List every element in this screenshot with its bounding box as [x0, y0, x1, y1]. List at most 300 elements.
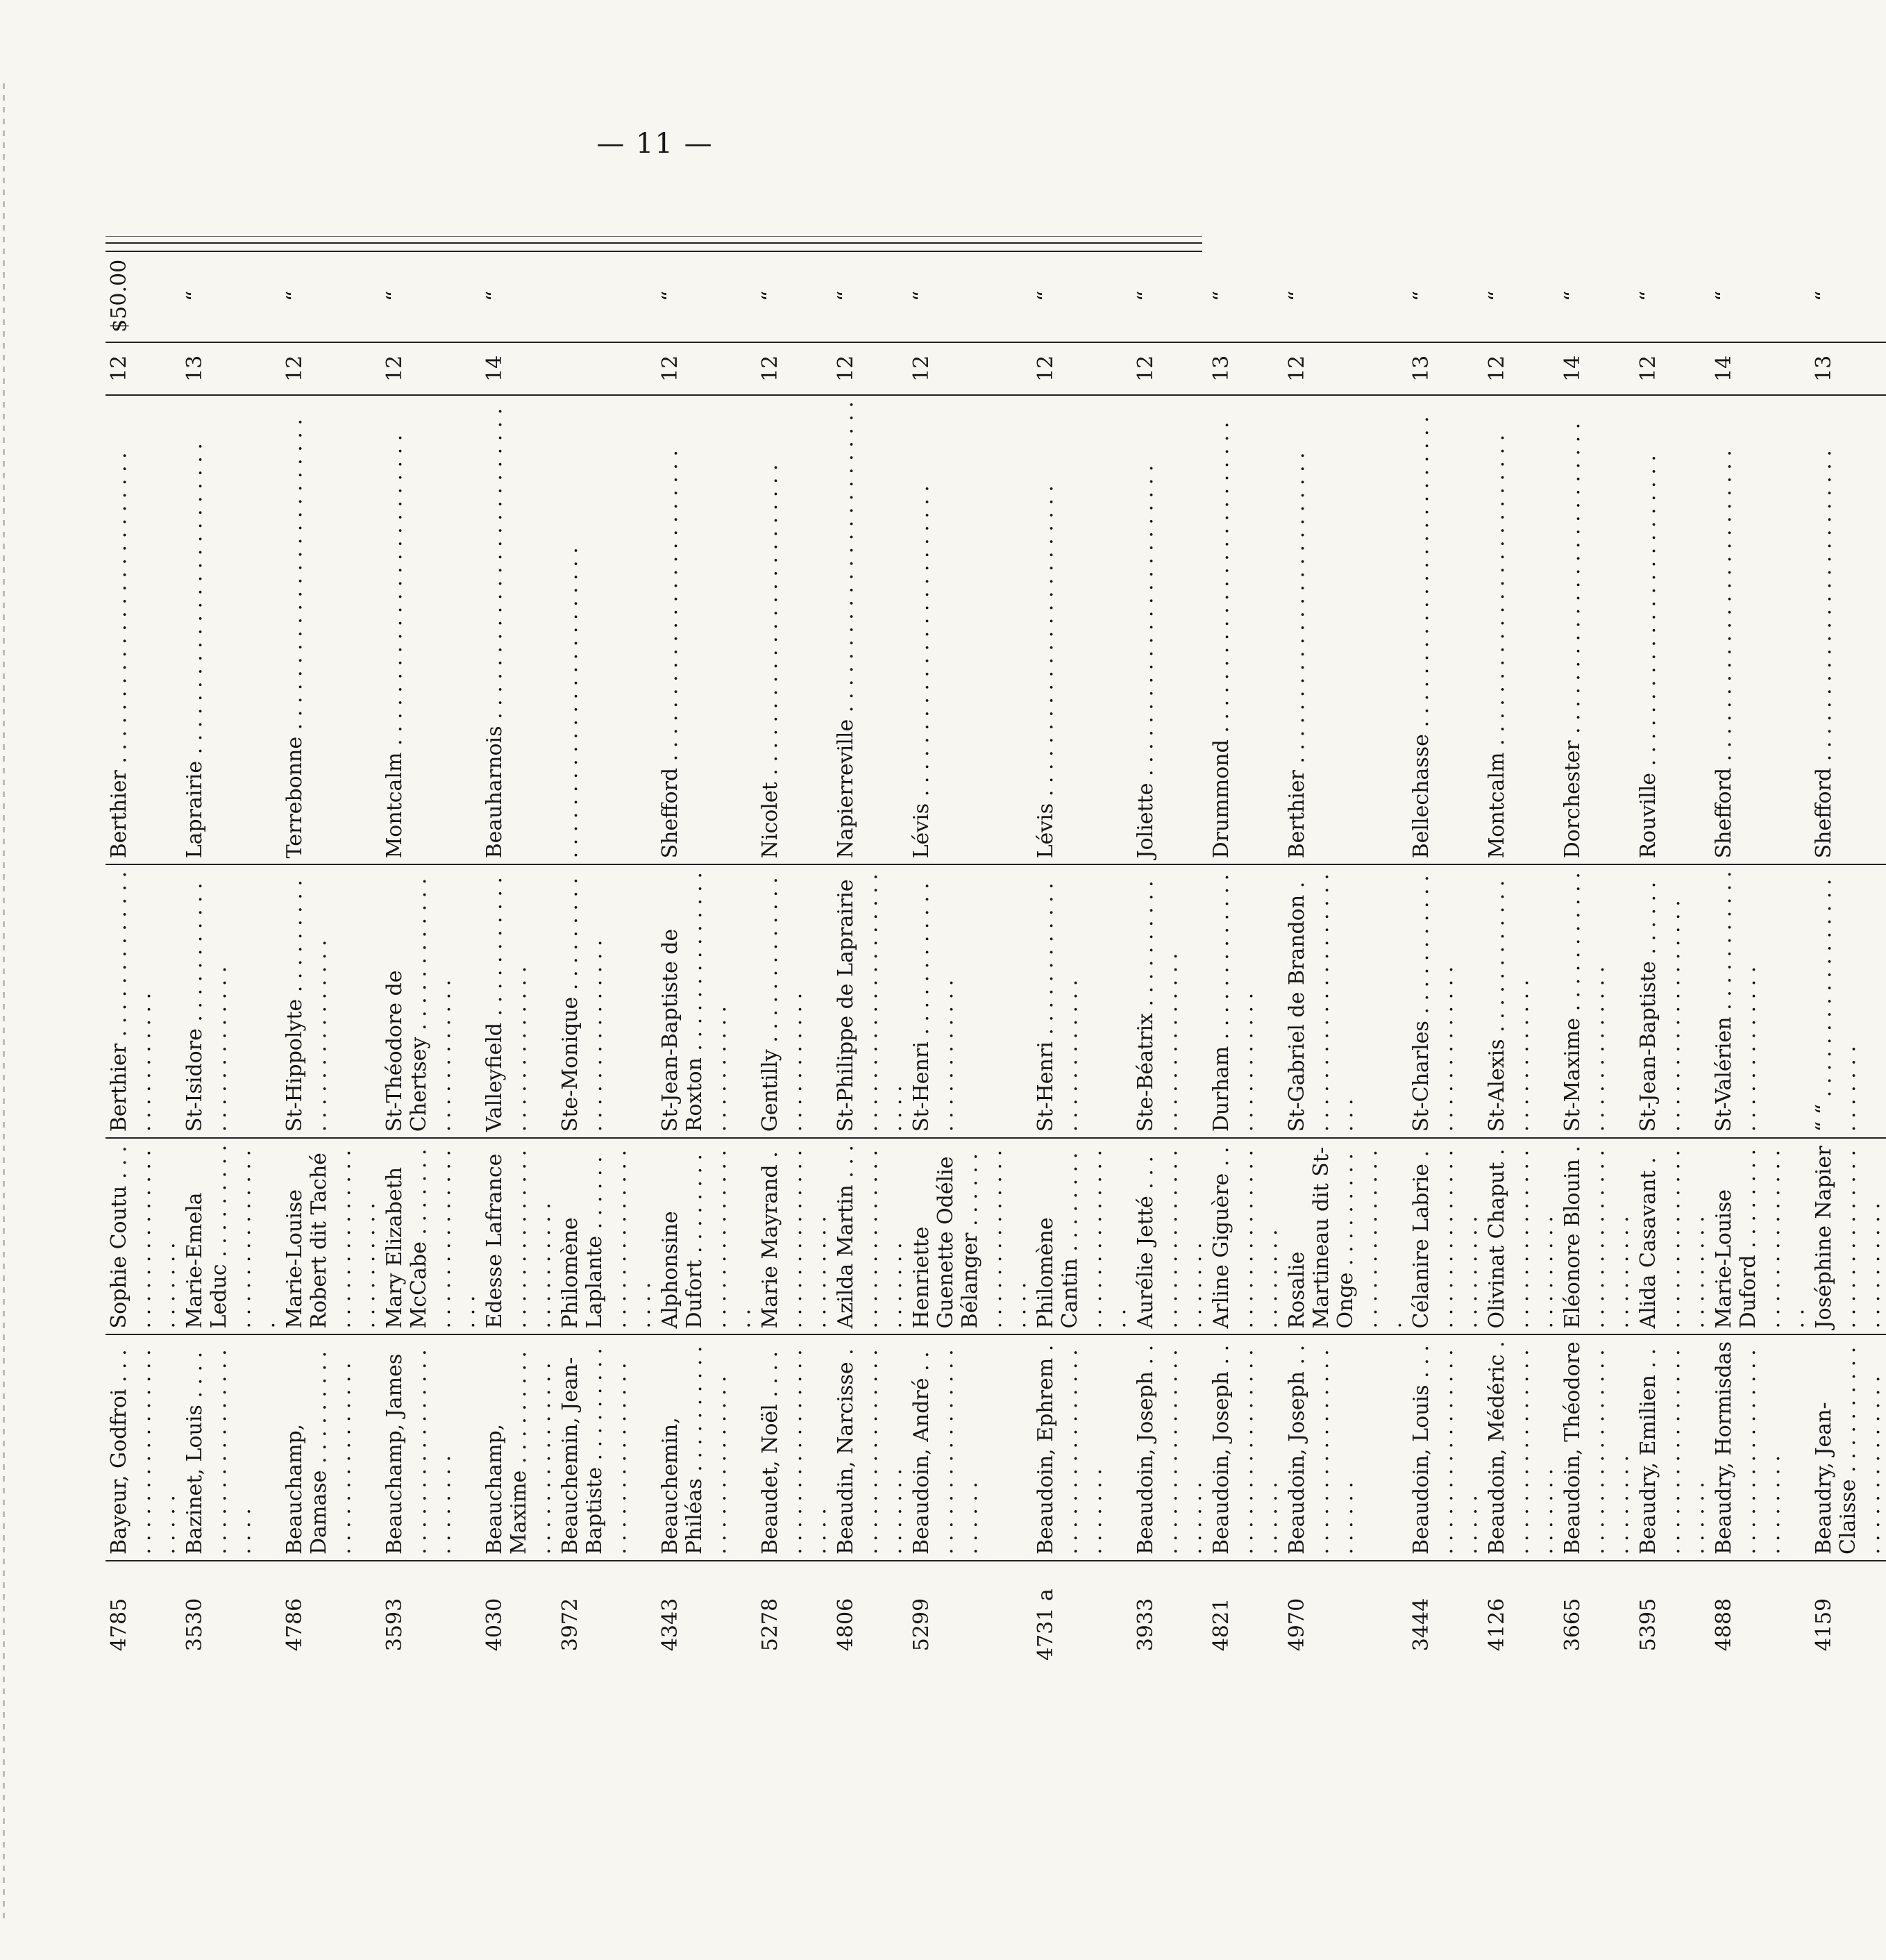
wife-text: Mary Elizabeth McCabe . . . [382, 1144, 480, 1328]
cell-num [106, 1561, 181, 1681]
county-text: Dorchester . . . [1560, 401, 1585, 858]
name-text: Beaudoin, Ephrem . . . [1034, 1341, 1106, 1555]
county-text: Lévis . . . [1034, 401, 1058, 858]
parish-text: St-Henri . . . [909, 871, 958, 1132]
cell-age [832, 342, 908, 395]
wife-text: Henriette Guenette Odélie Bélanger . . . [909, 1144, 1031, 1328]
cell-num [657, 1561, 757, 1681]
table-row [757, 251, 832, 1681]
amount-text: “ [1409, 290, 1433, 301]
county-text: Montcalm . . . [1485, 401, 1509, 858]
county-text: Laprairie . . . [183, 401, 207, 858]
age-text: 12 [1134, 355, 1158, 382]
cell-amount [1559, 251, 1635, 342]
wife-text: Sophie Coutu . . . [107, 1144, 180, 1328]
cell-county [908, 395, 1032, 864]
wife-text: Philomène Cantin . . . [1034, 1144, 1131, 1328]
cell-age [1283, 342, 1408, 395]
cell-name [1635, 1334, 1710, 1561]
num-text: 5299 [909, 1598, 934, 1652]
rotated-table-container [106, 101, 1860, 1698]
table-row [1408, 251, 1483, 1681]
page-number: — 11 — [596, 128, 714, 160]
amount-text: “ [834, 290, 858, 301]
cell-wife [1032, 1138, 1132, 1334]
name-text: Beaudet, Noël . . . [758, 1341, 831, 1555]
cell-county [757, 395, 832, 864]
age-text: 12 [1285, 355, 1309, 382]
cell-wife [908, 1138, 1032, 1334]
table-row [281, 251, 381, 1681]
table-row [1810, 251, 1886, 1681]
wife-text: Marie-Louise Duford . . . [1712, 1144, 1809, 1328]
county-text: Beauharnois . . . [482, 401, 507, 858]
county-text: Napierreville . . . [834, 401, 858, 858]
table-row [1032, 251, 1132, 1681]
cell-wife [381, 1138, 481, 1334]
wife-text: Azilda Martin . . . [834, 1144, 907, 1328]
cell-amount [657, 251, 757, 342]
cell-num [832, 1561, 908, 1681]
num-text: 5395 [1636, 1598, 1660, 1652]
cell-name [1283, 1334, 1408, 1561]
name-text: Beaudoin, Médéric . . . [1485, 1341, 1558, 1555]
num-text: 3972 [558, 1598, 582, 1652]
cell-age [908, 342, 1032, 395]
parish-text: Ste-Monique . . . [558, 871, 607, 1132]
cell-amount [757, 251, 832, 342]
cell-wife [281, 1138, 381, 1334]
cell-age [181, 342, 281, 395]
wife-text: Alphonsine Dufort . . . [658, 1144, 755, 1328]
cell-parish [181, 864, 281, 1138]
amount-text: “ [382, 290, 407, 301]
num-text: 4731 a [1034, 1589, 1058, 1661]
table-row [908, 251, 1032, 1681]
cell-num [1283, 1561, 1408, 1681]
num-text: 4970 [1285, 1598, 1309, 1652]
cell-name [757, 1334, 832, 1561]
age-text: 14 [1560, 355, 1585, 382]
num-text: 3530 [183, 1598, 207, 1652]
cell-amount [557, 251, 657, 342]
cell-parish [1635, 864, 1710, 1138]
cell-amount [381, 251, 481, 342]
age-text: 12 [107, 355, 131, 382]
wife-text: Eléonore Blouin . . . [1560, 1144, 1633, 1328]
name-text: Beauchamp, Damase . . . [283, 1341, 355, 1555]
cell-wife [481, 1138, 557, 1334]
cell-name [1810, 1334, 1886, 1561]
cell-parish [381, 864, 481, 1138]
wife-text: Arline Giguère . . . [1209, 1144, 1282, 1328]
cell-num [181, 1561, 281, 1681]
parish-text: Valleyfield . . . [482, 871, 531, 1132]
cell-wife [657, 1138, 757, 1334]
rule-line [106, 236, 1202, 237]
name-text: Beaudoin, André . . . [909, 1341, 982, 1555]
cell-amount [481, 251, 557, 342]
cell-num [381, 1561, 481, 1681]
cell-amount [908, 251, 1032, 342]
num-text: 3444 [1409, 1598, 1433, 1652]
name-text: Beaudoin, Théodore . . . [1560, 1341, 1633, 1555]
amount-text: “ [482, 290, 507, 301]
table-row [1559, 251, 1635, 1681]
cell-num [1208, 1561, 1283, 1681]
table-row [832, 251, 908, 1681]
cell-county [181, 395, 281, 864]
amount-text: $50.00 [107, 259, 131, 333]
cell-num [281, 1561, 381, 1681]
cell-age [757, 342, 832, 395]
cell-county [381, 395, 481, 864]
cell-num [908, 1561, 1032, 1681]
cell-num [1408, 1561, 1483, 1681]
wife-text: Rosalie Martineau dit St-Onge . . . [1285, 1144, 1406, 1328]
cell-age [657, 342, 757, 395]
cell-county [1559, 395, 1635, 864]
age-text: 12 [909, 355, 934, 382]
cell-wife [1408, 1138, 1483, 1334]
county-text: Rouville . . . [1636, 401, 1660, 858]
cell-county [1408, 395, 1483, 864]
cell-parish [757, 864, 832, 1138]
rule-line [106, 242, 1202, 244]
amount-text: “ [1485, 290, 1509, 301]
cell-name [1208, 1334, 1283, 1561]
age-text: 13 [1209, 355, 1234, 382]
num-text: 5278 [758, 1598, 782, 1652]
parish-text: St-Philippe de Laprairie . . . [834, 871, 907, 1132]
parish-text: St-Henri . . . [1034, 871, 1082, 1132]
cell-age [1032, 342, 1132, 395]
name-text: Beauchemin, Philéas . . . [658, 1341, 731, 1555]
cell-age [1810, 342, 1886, 395]
cell-num [1810, 1561, 1886, 1681]
wife-text: Joséphine Napier . . . [1812, 1144, 1885, 1328]
cell-parish [106, 864, 181, 1138]
name-text: Beaudoin, Joseph . . . [1285, 1341, 1358, 1555]
name-text: Beaudry, Hormisdas . . . [1712, 1341, 1785, 1555]
cell-num [1559, 1561, 1635, 1681]
cell-county [281, 395, 381, 864]
parish-text: St-Alexis . . . [1485, 871, 1533, 1132]
table-row [1635, 251, 1710, 1681]
num-text: 4126 [1485, 1598, 1509, 1652]
name-text: Beaudoin, Louis . . . [1409, 1341, 1482, 1555]
cell-name [1408, 1334, 1483, 1561]
cell-county [1283, 395, 1408, 864]
cell-parish [1032, 864, 1132, 1138]
county-text: Shefford . . . [658, 401, 682, 858]
county-text: Berthier . . . [107, 401, 131, 858]
cell-wife [1208, 1138, 1283, 1334]
cell-num [557, 1561, 657, 1681]
amount-text: “ [183, 290, 207, 301]
cell-age [381, 342, 481, 395]
cell-county [1208, 395, 1283, 864]
cell-wife [757, 1138, 832, 1334]
wife-text: Marie Mayrand . . . [758, 1144, 831, 1328]
cell-parish [1483, 864, 1559, 1138]
county-text: Joliette . . . [1134, 401, 1158, 858]
cell-num [1710, 1561, 1810, 1681]
parish-text: St-Charles . . . [1409, 871, 1458, 1132]
parish-text: Durham . . . [1209, 871, 1258, 1132]
table-row [1483, 251, 1559, 1681]
amount-text: “ [1209, 290, 1234, 301]
table-row [106, 251, 181, 1681]
cell-age [281, 342, 381, 395]
cell-county [1032, 395, 1132, 864]
county-text [558, 401, 582, 858]
wife-text: Edesse Lafrance . . . [482, 1144, 555, 1328]
num-text: 3593 [382, 1598, 407, 1652]
table-row [1283, 251, 1408, 1681]
cell-name [557, 1334, 657, 1561]
cell-county [481, 395, 557, 864]
cell-parish [908, 864, 1032, 1138]
cell-wife [106, 1138, 181, 1334]
wife-text: Alida Casavant . . . [1636, 1144, 1709, 1328]
amount-text: “ [1712, 290, 1736, 301]
table-row [1208, 251, 1283, 1681]
num-text: 4343 [658, 1598, 682, 1652]
cell-wife [1810, 1138, 1886, 1334]
cell-county [657, 395, 757, 864]
cell-amount [1810, 251, 1886, 342]
age-text: 14 [1712, 355, 1736, 382]
cell-wife [1559, 1138, 1635, 1334]
cell-wife [1132, 1138, 1208, 1334]
parish-text: St-Hippolyte . . . [283, 871, 331, 1132]
cell-num [757, 1561, 832, 1681]
num-text: 4159 [1812, 1598, 1836, 1652]
name-text: Beaudoin, Joseph . . . [1209, 1341, 1282, 1555]
cell-amount [281, 251, 381, 342]
cell-name [832, 1334, 908, 1561]
cell-wife [1483, 1138, 1559, 1334]
cell-age [1132, 342, 1208, 395]
cell-county [1132, 395, 1208, 864]
cell-name [281, 1334, 381, 1561]
table-row [181, 251, 281, 1681]
num-text: 4821 [1209, 1598, 1234, 1652]
cell-age [557, 342, 657, 395]
name-text: Beauchemin, Jean-Baptiste . . . [558, 1341, 631, 1555]
amount-text: “ [658, 290, 682, 301]
num-text: 3933 [1134, 1598, 1158, 1652]
cell-name [1132, 1334, 1208, 1561]
amount-text: “ [758, 290, 782, 301]
amount-text: “ [1812, 290, 1836, 301]
cell-age [1408, 342, 1483, 395]
table-row [1132, 251, 1208, 1681]
parish-text: “ “ . . . [1812, 871, 1860, 1132]
table-row [657, 251, 757, 1681]
cell-county [1710, 395, 1810, 864]
cell-county [557, 395, 657, 864]
parish-text: Ste-Béatrix . . . [1134, 871, 1182, 1132]
cell-amount [832, 251, 908, 342]
cell-amount [1483, 251, 1559, 342]
county-text: Montcalm . . . [382, 401, 407, 858]
cell-amount [181, 251, 281, 342]
amount-text: “ [909, 290, 934, 301]
cell-amount [1408, 251, 1483, 342]
num-text: 4806 [834, 1598, 858, 1652]
county-text: Berthier . . . [1285, 401, 1309, 858]
wife-text: Philomène Laplante . . . [558, 1144, 655, 1328]
cell-parish [832, 864, 908, 1138]
cell-name [1710, 1334, 1810, 1561]
cell-name [1032, 1334, 1132, 1561]
parish-text: Berthier . . . [107, 871, 155, 1132]
cell-num [481, 1561, 557, 1681]
age-text: 14 [482, 355, 507, 382]
cell-parish [1810, 864, 1886, 1138]
table-row [557, 251, 657, 1681]
amount-text: “ [1285, 290, 1309, 301]
cell-wife [1283, 1138, 1408, 1334]
cell-age [1635, 342, 1710, 395]
cell-name [1483, 1334, 1559, 1561]
wife-text: Marie-Emela Leduc . . . [183, 1144, 280, 1328]
parish-text: St-Valérien . . . [1712, 871, 1760, 1132]
amount-text: “ [1636, 290, 1660, 301]
age-text: 13 [1812, 355, 1836, 382]
cell-amount [1283, 251, 1408, 342]
parish-text: St-Maxime . . . [1560, 871, 1609, 1132]
name-text: Beauchamp, James . . . [382, 1341, 455, 1555]
age-text: 12 [1485, 355, 1509, 382]
age-text: 13 [1409, 355, 1433, 382]
age-text: 12 [382, 355, 407, 382]
cell-wife [832, 1138, 908, 1334]
age-text: 12 [758, 355, 782, 382]
cell-parish [1283, 864, 1408, 1138]
cell-parish [1559, 864, 1635, 1138]
num-text: 4785 [107, 1598, 131, 1652]
county-text: Bellechasse . . . [1409, 401, 1433, 858]
parish-text: St-Jean-Baptiste de Roxton . . . [658, 871, 731, 1132]
cell-name [657, 1334, 757, 1561]
cell-parish [281, 864, 381, 1138]
amount-text: “ [1034, 290, 1058, 301]
age-text: 12 [283, 355, 307, 382]
num-text: 4030 [482, 1598, 507, 1652]
age-text: 12 [1636, 355, 1660, 382]
cell-parish [1208, 864, 1283, 1138]
parish-text: Gentilly . . . [758, 871, 807, 1132]
amount-text: “ [283, 290, 307, 301]
age-text: 12 [834, 355, 858, 382]
county-text: Shefford . . . [1812, 401, 1836, 858]
cell-county [106, 395, 181, 864]
cell-name [381, 1334, 481, 1561]
age-text: 12 [658, 355, 682, 382]
name-text: Beaudry, Jean-Claisse . . . [1812, 1341, 1885, 1555]
cell-age [106, 342, 181, 395]
cell-parish [1408, 864, 1483, 1138]
cell-age [1208, 342, 1283, 395]
cell-age [1559, 342, 1635, 395]
veterans-roll-table [106, 251, 1886, 1681]
cell-county [1810, 395, 1886, 864]
cell-wife [1635, 1138, 1710, 1334]
parish-text: St-Isidore . . . [183, 871, 231, 1132]
table-row [1710, 251, 1810, 1681]
cell-wife [181, 1138, 281, 1334]
county-text: Shefford . . . [1712, 401, 1736, 858]
cell-amount [1635, 251, 1710, 342]
wife-text: Olivinat Chaput . . . [1485, 1144, 1558, 1328]
cell-age [1710, 342, 1810, 395]
cell-county [1483, 395, 1559, 864]
cell-num [1032, 1561, 1132, 1681]
county-text: Terrebonne . . . [283, 401, 307, 858]
cell-parish [1132, 864, 1208, 1138]
cell-amount [106, 251, 181, 342]
cell-num [1635, 1561, 1710, 1681]
county-text: Drummond . . . [1209, 401, 1234, 858]
age-text: 12 [1034, 355, 1058, 382]
cell-name [481, 1334, 557, 1561]
cell-num [1132, 1561, 1208, 1681]
cell-county [832, 395, 908, 864]
parish-text: St-Jean-Baptiste . . . [1636, 871, 1685, 1132]
num-text: 4888 [1712, 1598, 1736, 1652]
num-text: 4786 [283, 1598, 307, 1652]
page-edge [3, 83, 5, 1923]
name-text: Bayeur, Godfroi . . . [107, 1341, 180, 1555]
num-text: 3665 [1560, 1598, 1585, 1652]
cell-parish [1710, 864, 1810, 1138]
cell-age [481, 342, 557, 395]
amount-text: “ [1134, 290, 1158, 301]
cell-amount [1032, 251, 1132, 342]
cell-age [1483, 342, 1559, 395]
cell-name [181, 1334, 281, 1561]
name-text: Beaudry, Emilien . . . [1636, 1341, 1709, 1555]
age-text: 13 [183, 355, 207, 382]
wife-text: Marie-Louise Robert dit Taché . . . [283, 1144, 380, 1328]
cell-name [908, 1334, 1032, 1561]
cell-wife [1710, 1138, 1810, 1334]
name-text: Beauchamp, Maxime . . . [482, 1341, 555, 1555]
county-text: Nicolet . . . [758, 401, 782, 858]
cell-parish [657, 864, 757, 1138]
name-text: Beaudoin, Joseph . . . [1134, 1341, 1206, 1555]
amount-text: “ [1560, 290, 1585, 301]
cell-parish [557, 864, 657, 1138]
wife-text: Célanire Labrie . . . [1409, 1144, 1482, 1328]
wife-text: Aurélie Jetté . . . [1134, 1144, 1206, 1328]
table-row [481, 251, 557, 1681]
cell-amount [1132, 251, 1208, 342]
cell-wife [557, 1138, 657, 1334]
parish-text: St-Théodore de Chertsey . . . [382, 871, 455, 1132]
name-text: Bazinet, Louis . . . [183, 1341, 255, 1555]
cell-amount [1710, 251, 1810, 342]
parish-text: St-Gabriel de Brandon . . . [1285, 871, 1358, 1132]
cell-num [1483, 1561, 1559, 1681]
cell-name [1559, 1334, 1635, 1561]
cell-amount [1208, 251, 1283, 342]
table-row [381, 251, 481, 1681]
cell-name [106, 1334, 181, 1561]
